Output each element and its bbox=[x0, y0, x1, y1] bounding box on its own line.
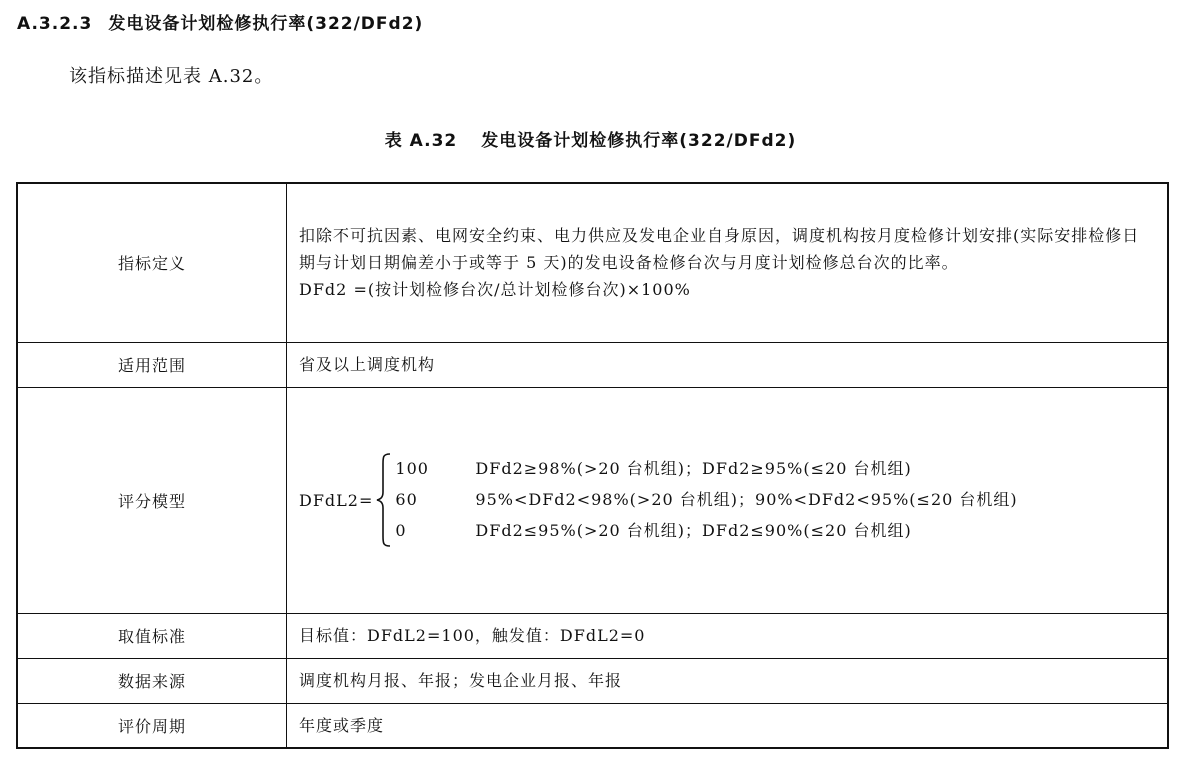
table-row-model bbox=[17, 387, 1168, 613]
period-label: 评价周期 bbox=[17, 703, 287, 748]
standard-text: 目标值：DFdL2=100，触发值：DFdL2=0 bbox=[287, 613, 1169, 658]
case-value: 60 bbox=[395, 490, 418, 509]
standard-label: 取值标准 bbox=[17, 613, 287, 658]
scope-text: 省及以上调度机构 bbox=[287, 342, 1169, 387]
intro-paragraph: 该指标描述见表 A.32。 bbox=[69, 66, 274, 87]
definition-formula: DFd2 =(按计划检修台次/总计划检修台次)×100% bbox=[299, 280, 691, 300]
left-brace-icon bbox=[375, 452, 393, 548]
table-number: 表 A.32 bbox=[384, 131, 458, 151]
case-condition: DFd2≥98%(>20 台机组)；DFd2≥95%(≤20 台机组) bbox=[475, 459, 912, 478]
model-cell bbox=[287, 387, 1169, 613]
case-value: 100 bbox=[395, 459, 429, 478]
source-text: 调度机构月报、年报；发电企业月报、年报 bbox=[287, 658, 1169, 703]
table-title: 发电设备计划检修执行率(322/DFd2) bbox=[481, 131, 797, 151]
source-label: 数据来源 bbox=[17, 658, 287, 703]
case-value: 0 bbox=[395, 521, 407, 540]
model-lhs: DFdL2= bbox=[299, 490, 374, 510]
definition-text: 扣除不可抗因素、电网安全约束、电力供应及发电企业自身原因，调度机构按月度检修计划安排(实际安排检修日期与计划日期偏差小于或等于 5 天)的发电设备检修台次与月度计划检修总台次的比率。 bbox=[299, 226, 1140, 273]
scoring-formula bbox=[299, 450, 1155, 550]
section-heading bbox=[17, 9, 423, 34]
model-label: 评分模型 bbox=[17, 387, 287, 613]
model-cases bbox=[395, 456, 1017, 544]
section-number: A.3.2.3 bbox=[17, 14, 93, 34]
case-row bbox=[395, 487, 1017, 513]
definition-label: 指标定义 bbox=[17, 183, 287, 342]
table-caption bbox=[0, 126, 1181, 151]
indicator-table bbox=[16, 182, 1169, 749]
table-row-period bbox=[17, 703, 1168, 748]
table-row-source bbox=[17, 658, 1168, 703]
period-text: 年度或季度 bbox=[287, 703, 1169, 748]
scope-label: 适用范围 bbox=[17, 342, 287, 387]
table-row-standard bbox=[17, 613, 1168, 658]
table-row-scope bbox=[17, 342, 1168, 387]
definition-cell bbox=[287, 183, 1169, 342]
case-row bbox=[395, 518, 1017, 544]
table-row-definition bbox=[17, 183, 1168, 342]
case-condition: 95%<DFd2<98%(>20 台机组)；90%<DFd2<95%(≤20 台机组) bbox=[475, 490, 1018, 509]
case-condition: DFd2≤95%(>20 台机组)；DFd2≤90%(≤20 台机组) bbox=[475, 521, 912, 540]
case-row bbox=[395, 456, 1017, 482]
section-title: 发电设备计划检修执行率(322/DFd2) bbox=[108, 14, 424, 34]
